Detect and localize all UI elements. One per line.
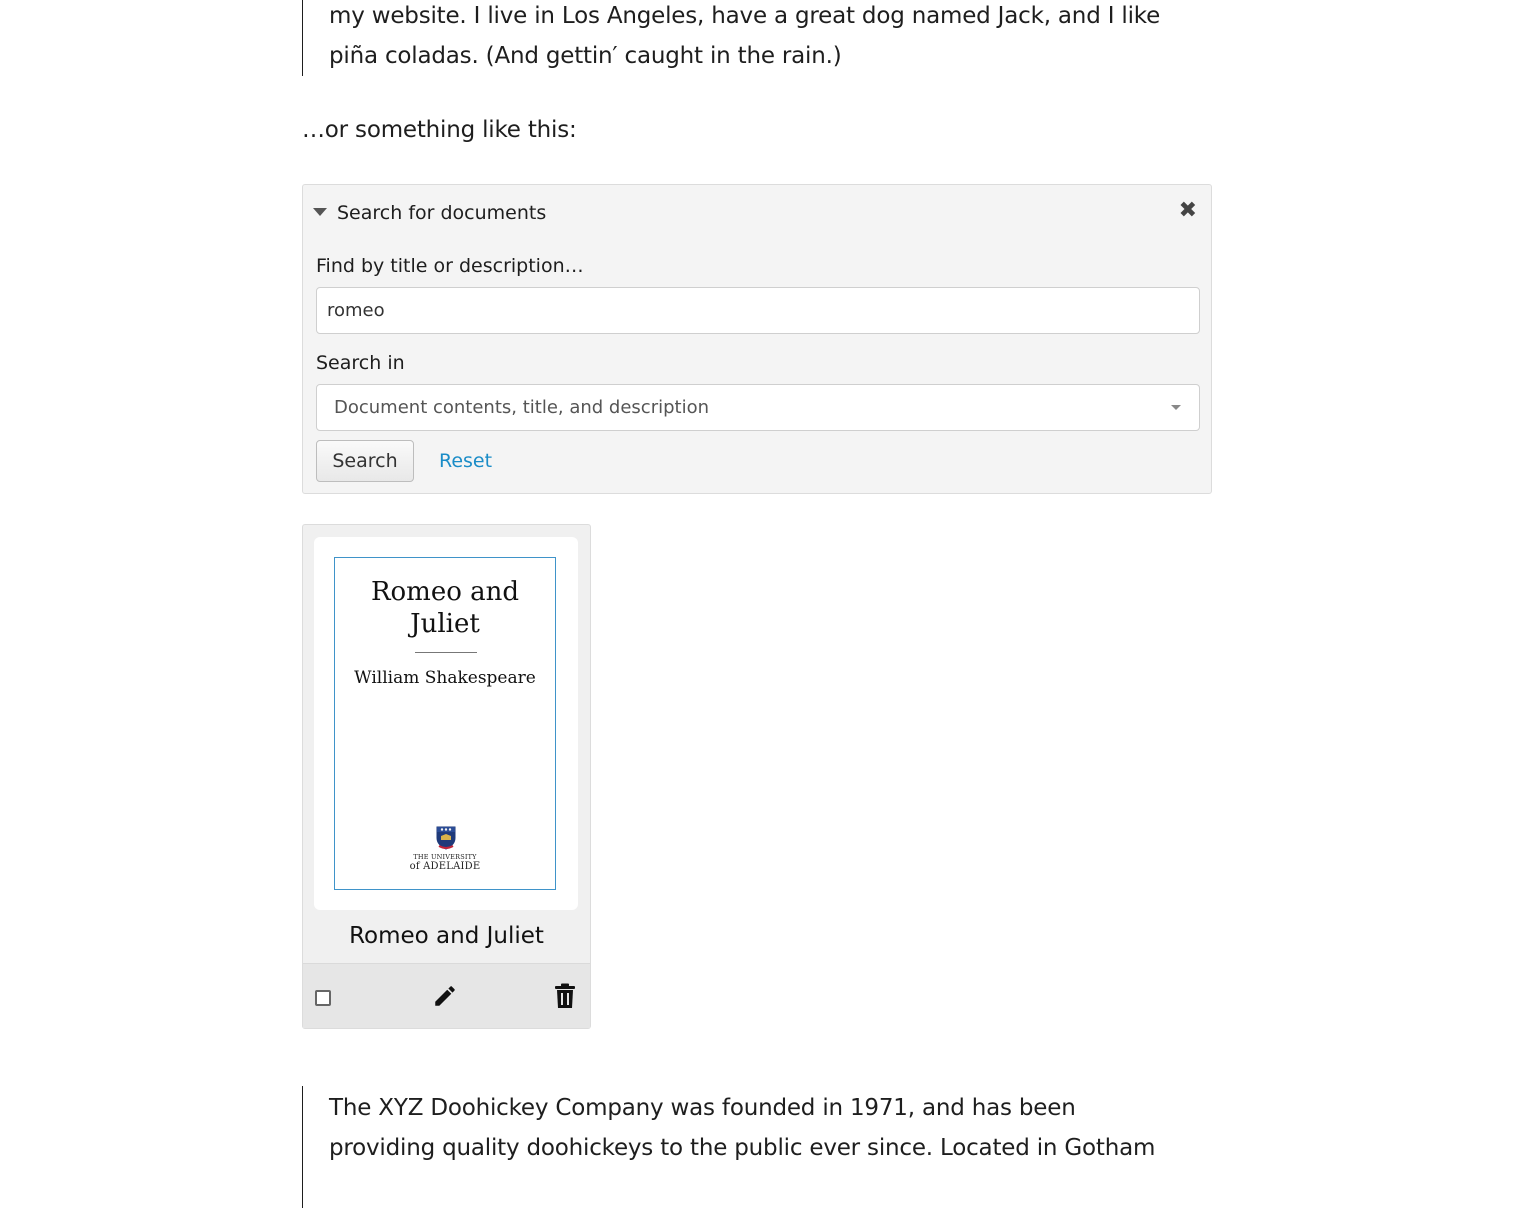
intro-blockquote bbox=[302, 0, 1219, 76]
document-thumbnail[interactable] bbox=[314, 537, 578, 910]
document-card bbox=[302, 524, 591, 1029]
university-crest-icon bbox=[436, 826, 456, 850]
select-checkbox[interactable] bbox=[315, 990, 331, 1006]
quote-line: providing quality doohickeys to the public ever since. Located in Gotham bbox=[329, 1135, 1156, 1161]
pencil-icon[interactable] bbox=[432, 983, 458, 1009]
document-title[interactable]: Romeo and Juliet bbox=[349, 923, 544, 949]
search-input[interactable] bbox=[316, 287, 1200, 334]
quote-line: piña coladas. (And gettin′ caught in the rain.) bbox=[329, 43, 842, 69]
book-cover bbox=[334, 557, 556, 890]
reset-link[interactable]: Reset bbox=[439, 450, 493, 472]
outro-blockquote bbox=[302, 1086, 1219, 1208]
chevron-down-icon bbox=[1171, 405, 1181, 410]
search-panel-title[interactable]: Search for documents bbox=[337, 202, 547, 224]
separator-paragraph: …or something like this: bbox=[302, 117, 577, 143]
search-panel-header[interactable] bbox=[313, 201, 546, 225]
search-in-label: Search in bbox=[316, 352, 405, 374]
find-label: Find by title or description… bbox=[316, 255, 584, 277]
search-panel bbox=[302, 184, 1212, 494]
cover-author: William Shakespeare bbox=[354, 668, 536, 688]
card-actions bbox=[303, 963, 590, 1028]
quote-line: my website. I live in Los Angeles, have a great dog named Jack, and I like bbox=[329, 3, 1161, 29]
quote-line: The XYZ Doohickey Company was founded in 1971, and has been bbox=[329, 1095, 1076, 1121]
cover-title: Romeo and Juliet bbox=[370, 577, 520, 639]
close-icon[interactable]: ✖ bbox=[1178, 198, 1197, 223]
search-in-select[interactable] bbox=[316, 384, 1200, 431]
caret-down-icon[interactable] bbox=[313, 208, 327, 216]
search-button[interactable]: Search bbox=[316, 440, 414, 482]
search-in-selected-value: Document contents, title, and description bbox=[334, 397, 710, 418]
cover-divider bbox=[415, 652, 477, 653]
trash-icon[interactable] bbox=[554, 983, 576, 1009]
publisher-name: THE UNIVERSITY of ADELAIDE bbox=[409, 853, 481, 872]
